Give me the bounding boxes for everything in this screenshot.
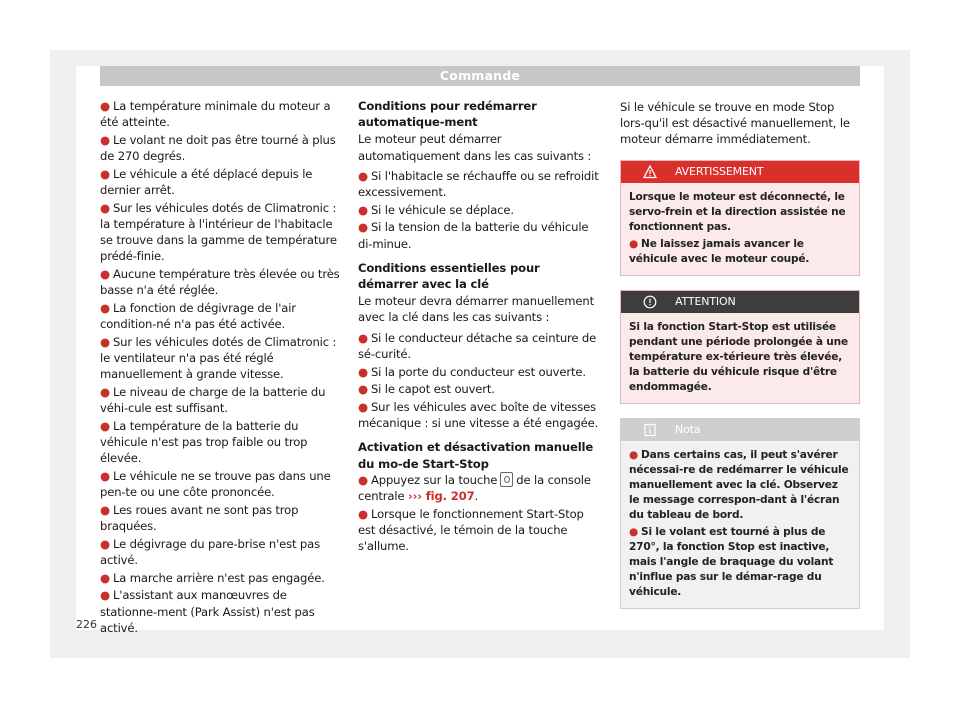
list-item: ● La marche arrière n'est pas engagée. — [100, 570, 325, 585]
attention-header: ATTENTION — [621, 291, 859, 313]
list-item: ● Si le capot est ouvert. — [358, 382, 495, 397]
bullet: ● — [629, 525, 639, 538]
list-item: ● Le véhicule a été déplacé depuis le dernier arrêt. — [100, 166, 313, 198]
list-item: ● Le volant ne doit pas être tourné à plus de 270 degrés. — [100, 132, 336, 164]
bullet: ● — [629, 237, 639, 250]
paragraph: Si le véhicule se trouve en mode Stop lors-qu'il est désactivé manuellement, le moteur démarre immédiatement. — [620, 100, 850, 147]
bullet: ● — [358, 506, 368, 521]
list-item: ● Le véhicule ne se trouve pas dans une pen-te ou une côte prononcée. — [100, 468, 331, 500]
warning-header: AVERTISSEMENT — [621, 161, 859, 183]
note-box — [620, 418, 860, 609]
figure-link[interactable]: ››› fig. 207 — [407, 488, 475, 503]
bullet: ● — [100, 166, 110, 181]
list-item: ● L'assistant aux manœuvres de stationne-ment (Park Assist) n'est pas activé. — [100, 588, 315, 635]
column-2 — [358, 98, 600, 556]
bullet: ● — [358, 202, 368, 217]
bullet: ● — [100, 536, 110, 551]
bullet: ● — [358, 364, 368, 379]
page-number: 226 — [76, 618, 97, 631]
bullet: ● — [358, 382, 368, 397]
note-icon — [643, 423, 657, 437]
heading-restart-conditions: Conditions pour redémarrer automatique-ment — [358, 99, 537, 130]
list-item: ● Si le conducteur détache sa ceinture de sé-curité. — [358, 330, 597, 361]
note-header: Nota — [621, 419, 859, 441]
list-item: ● Si la tension de la batterie du véhicule di-minue. — [358, 220, 589, 251]
list-item: ● Si le volant est tourné à plus de 270°, la fonction Stop est inactive, mais l'angle de braquage du volant n'influe pas sur le démar-rage du véhicule. — [629, 525, 834, 598]
list-item: ● Le dégivrage du pare-brise n'est pas activé. — [100, 536, 320, 567]
list-item: ● Dans certains cas, il peut s'avérer nécessai-re de redémarrer le véhicule manuellement avec la clé. Observez le message correspon-dant à l'écran du tableau de bord. — [629, 448, 849, 521]
info-circle-icon — [643, 295, 657, 309]
bullet: ● — [100, 132, 110, 147]
section-header: Commande — [100, 66, 860, 86]
paragraph: Le moteur peut démarrer automatiquement dans les cas suivants : — [358, 132, 592, 163]
bullet: ● — [629, 448, 639, 461]
bullet: ● — [358, 472, 368, 487]
list-item: ● Si l'habitacle se réchauffe ou se refroidit excessivement. — [358, 168, 599, 200]
list-item: ● Sur les véhicules dotés de Climatronic : le ventilateur n'a pas été réglé manuellement à grande vitesse. — [100, 334, 337, 382]
bullet: ● — [100, 200, 110, 215]
list-item: ● Le niveau de charge de la batterie du véhi-cule est suffisant. — [100, 384, 326, 416]
bullet: ● — [100, 267, 110, 282]
bullet: ● — [100, 570, 110, 585]
warning-text: Lorsque le moteur est déconnecté, le servo-frein et la direction assistée ne fonctionnent pas. — [629, 190, 846, 233]
heading-key-start-conditions: Conditions essentielles pour démarrer avec la clé — [358, 260, 540, 292]
list-item: ● La température de la batterie du véhicule n'est pas trop faible ou trop élevée. — [100, 418, 308, 466]
attention-text: Si la fonction Start-Stop est utilisée pendant une période prolongée à une température ex-térieure très élevée, la batterie du véhicule risque d'être endommagée. — [629, 320, 848, 393]
list-item: ● Ne laissez jamais avancer le véhicule avec le moteur coupé. — [629, 237, 810, 265]
list-item: ● Lorsque le fonctionnement Start-Stop est désactivé, le témoin de la touche s'allume. — [358, 506, 584, 554]
list-item: ● Sur les véhicules dotés de Climatronic : la température à l'intérieur de l'habitacle se trouve dans la gamme de température prédé-finie. — [100, 200, 337, 264]
bullet: ● — [100, 588, 110, 603]
column-3 — [620, 98, 860, 609]
list-item: ● Les roues avant ne sont pas trop braquées. — [100, 502, 299, 534]
bullet: ● — [358, 220, 368, 235]
bullet: ● — [100, 468, 110, 483]
bullet: ● — [358, 330, 368, 345]
bullet: ● — [100, 334, 110, 349]
heading-manual-activation: Activation et désactivation manuelle du mo-de Start-Stop — [358, 440, 594, 471]
bullet: ● — [100, 384, 110, 399]
list-item: ● La température minimale du moteur a été atteinte. — [100, 99, 331, 130]
bullet: ● — [100, 502, 110, 517]
start-stop-key-icon — [500, 472, 513, 487]
bullet: ● — [358, 168, 368, 183]
list-item: ● Aucune température très élevée ou très basse n'a été réglée. — [100, 267, 340, 298]
list-item: ● Appuyez sur la touche de la console centrale ››› fig. 207. — [358, 472, 591, 503]
bullet: ● — [100, 300, 110, 315]
bullet: ● — [358, 399, 368, 414]
list-item: ● Sur les véhicules avec boîte de vitesses mécanique : si une vitesse a été engagée. — [358, 399, 599, 431]
list-item: ● Si la porte du conducteur est ouverte. — [358, 364, 586, 379]
bullet: ● — [100, 418, 110, 433]
column-1 — [100, 98, 340, 638]
list-item: ● La fonction de dégivrage de l'air condition-né n'a pas été activée. — [100, 300, 296, 332]
warning-box — [620, 160, 860, 276]
warning-triangle-icon — [643, 165, 657, 179]
attention-box — [620, 290, 860, 404]
list-item: ● Si le véhicule se déplace. — [358, 202, 514, 217]
paragraph: Le moteur devra démarrer manuellement avec la clé dans les cas suivants : — [358, 294, 594, 325]
bullet: ● — [100, 99, 110, 113]
